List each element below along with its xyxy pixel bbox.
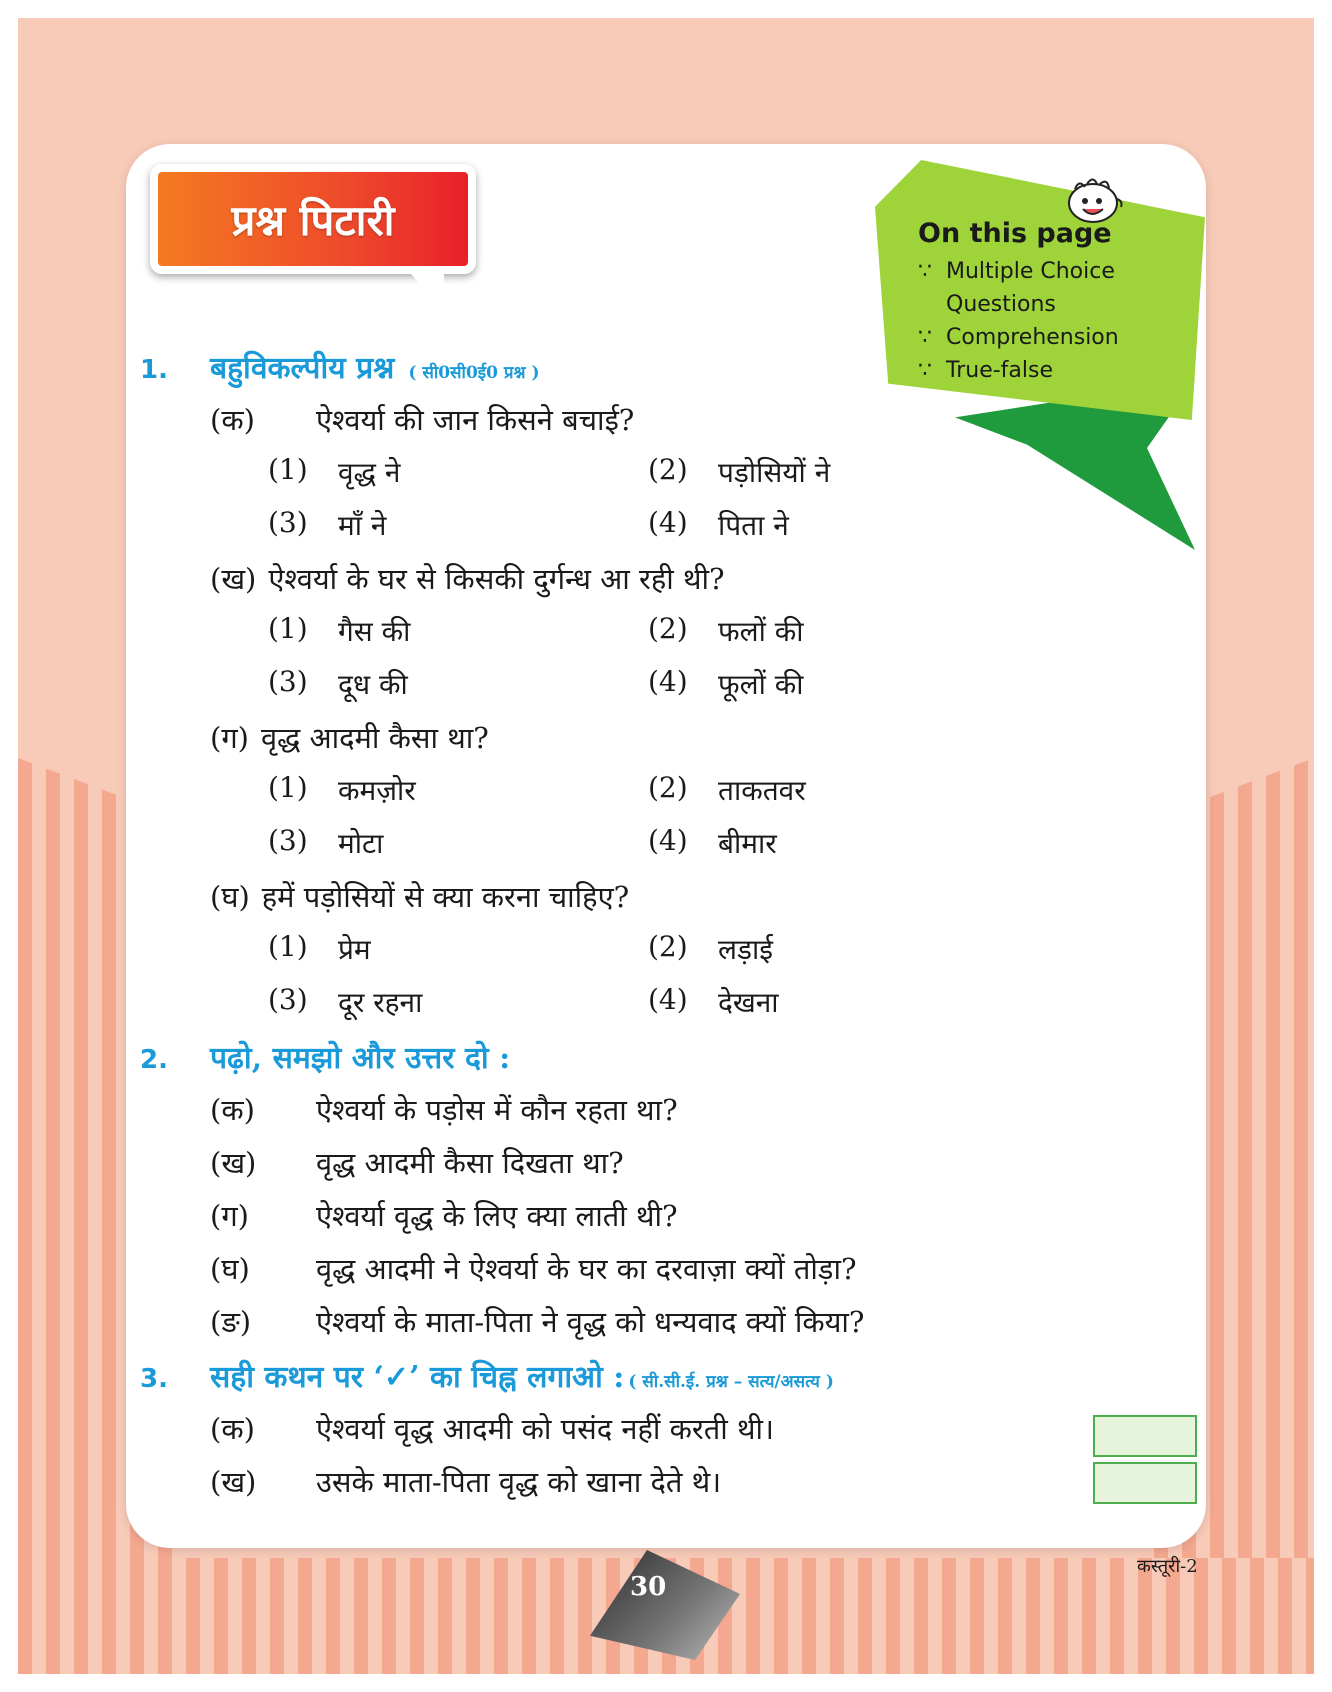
option: (2) लड़ाई: [648, 930, 773, 966]
section-note: ( सी.सी.ई. प्रश्न – सत्य/असत्य ): [628, 1372, 834, 1392]
question-row: (घ) वृद्ध आदमी ने ऐश्वर्या के घर का दरवाज़ा क्यों तोड़ा?: [210, 1252, 857, 1286]
page-title: प्रश्न पिटारी: [231, 195, 395, 245]
question-row: (क) ऐश्वर्या की जान किसने बचाई?: [210, 403, 635, 437]
options-row: [140, 983, 1100, 1036]
speech-tail: [404, 266, 444, 312]
question-row: (ग) ऐश्वर्या वृद्ध के लिए क्या लाती थी?: [210, 1199, 678, 1233]
option: (4) फूलों की: [648, 665, 804, 701]
option: (3) दूर रहना: [268, 983, 423, 1019]
options-row: [140, 665, 1100, 718]
bullet-icon: ∵: [918, 325, 932, 350]
question-row: (क) ऐश्वर्या वृद्ध आदमी को पसंद नहीं करती थी।: [140, 1409, 1100, 1462]
section-number: 3.: [140, 1364, 168, 1394]
option: (4) पिता ने: [648, 506, 789, 542]
section-title: बहुविकल्पीय प्रश्न: [210, 351, 395, 386]
section-3-heading: [140, 1355, 1100, 1409]
option: (1) गैस की: [268, 612, 411, 648]
bullet-icon: ∵: [918, 259, 932, 284]
title-badge: [150, 164, 476, 274]
answer-checkbox[interactable]: [1093, 1462, 1197, 1504]
page-number: 30: [630, 1572, 667, 1602]
on-this-page-heading: On this page: [918, 218, 1112, 249]
option: (2) ताकतवर: [648, 771, 806, 807]
options-row: [140, 771, 1100, 824]
option: (3) दूध की: [268, 665, 408, 701]
option: (3) मोटा: [268, 824, 384, 860]
option: (2) फलों की: [648, 612, 804, 648]
section-title: पढ़ो, समझो और उत्तर दो :: [210, 1041, 511, 1076]
section-number: 1.: [140, 355, 168, 385]
section-number: 2.: [140, 1045, 168, 1075]
option: (4) देखना: [648, 983, 779, 1019]
option: (4) बीमार: [648, 824, 777, 860]
question-row: (ङ) ऐश्वर्या के माता-पिता ने वृद्ध को धन्यवाद क्यों किया?: [210, 1305, 865, 1339]
option: (1) प्रेम: [268, 930, 371, 966]
on-page-item: ∵ True-false: [918, 354, 1178, 387]
question-row: (ख) उसके माता-पिता वृद्ध को खाना देते थे।: [140, 1462, 1100, 1515]
options-row: [140, 506, 1100, 559]
options-row: [140, 824, 1100, 877]
question-row: (ख) ऐश्वर्या के घर से किसकी दुर्गन्ध आ रही थी?: [210, 562, 725, 596]
on-page-item: Questions: [946, 292, 1056, 317]
book-name: कस्तूरी-2: [1137, 1556, 1198, 1577]
question-row: (ग) वृद्ध आदमी कैसा था?: [210, 721, 489, 755]
on-page-item: ∵ Comprehension: [918, 321, 1178, 354]
option: (2) पड़ोसियों ने: [648, 453, 831, 489]
section-note: ( सी0सी0ई0 प्रश्न ): [408, 363, 540, 383]
option: (1) वृद्ध ने: [268, 453, 401, 489]
options-row: [140, 612, 1100, 665]
section-2-heading: [140, 1036, 1100, 1090]
on-page-item: ∵ Multiple Choice: [918, 255, 1178, 288]
question-row: (ख) वृद्ध आदमी कैसा दिखता था?: [210, 1146, 624, 1180]
answer-checkbox[interactable]: [1093, 1415, 1197, 1457]
questions-content: [140, 346, 1100, 1515]
option: (3) माँ ने: [268, 506, 387, 542]
question-row: (घ) हमें पड़ोसियों से क्या करना चाहिए?: [210, 880, 630, 914]
options-row: [140, 930, 1100, 983]
bullet-icon: ∵: [918, 358, 932, 383]
section-title: सही कथन पर ‘✓’ का चिह्न लगाओ :: [210, 1360, 625, 1395]
option: (1) कमज़ोर: [268, 771, 416, 807]
section-1-heading: [140, 346, 1100, 400]
options-row: [140, 453, 1100, 506]
question-row: (क) ऐश्वर्या के पड़ोस में कौन रहता था?: [210, 1093, 678, 1127]
